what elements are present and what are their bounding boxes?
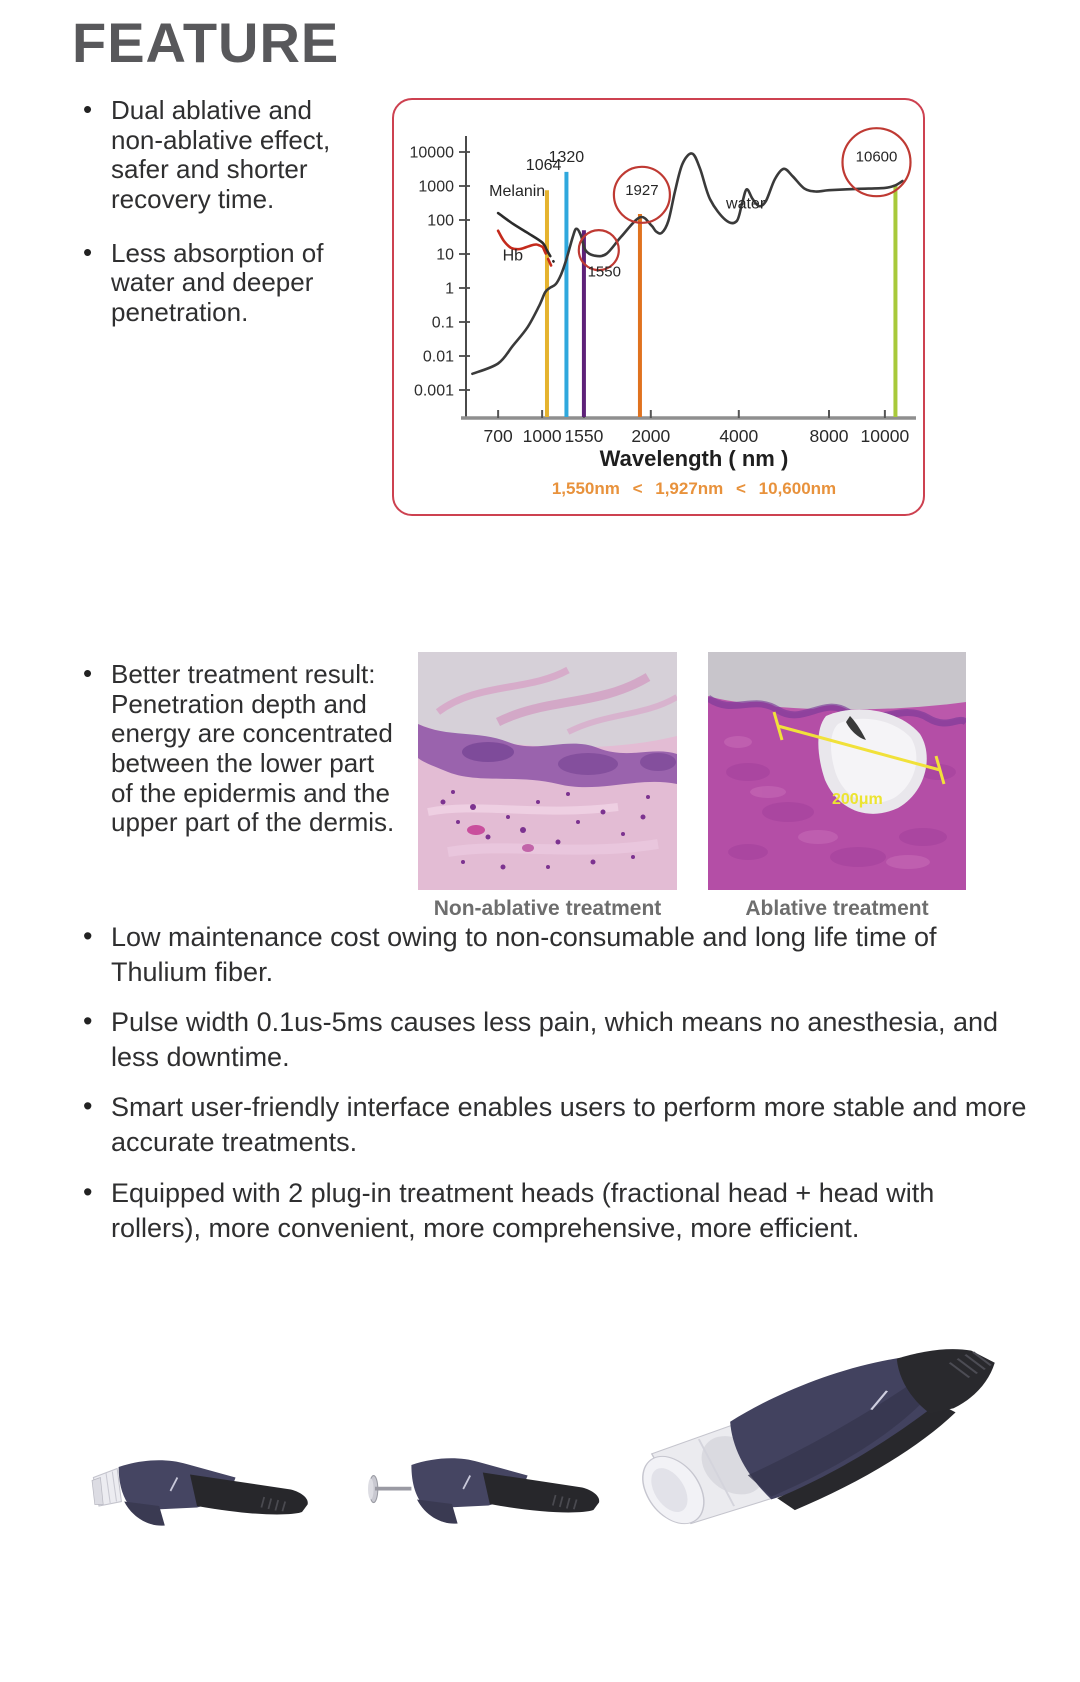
- chart-annotation: 1064: [525, 156, 562, 174]
- feature-bullet: [75, 660, 397, 838]
- handpiece-roller: [368, 1458, 599, 1523]
- feature-bullet-text: Pulse width 0.1us-5ms causes less pain, which means no anesthesia, and less downtime.: [111, 1007, 998, 1073]
- ablative-caption: Ablative treatment: [745, 897, 929, 920]
- handpiece-large: [631, 1349, 994, 1529]
- x-tick-label: 8000: [809, 426, 849, 446]
- feature-bullet-text: Better treatment result: Penetration depth and energy are concentrated between the lower part of the epidermis and the upper part of the dermis.: [111, 659, 395, 838]
- feature-bullet-text: Smart user-friendly interface enables users to perform more stable and more accurate treatments.: [111, 1092, 1027, 1158]
- histology-image-non-ablative: [418, 652, 677, 921]
- non-ablative-caption: Non-ablative treatment: [433, 897, 662, 920]
- treatment-handpieces-image: [0, 1290, 1080, 1682]
- feature-bullet: [75, 1005, 1027, 1075]
- x-tick-label: 4000: [719, 426, 759, 446]
- handpiece-small: [92, 1460, 308, 1525]
- non-ablative-histology-picture: [418, 652, 677, 890]
- chart-annotation: water: [726, 195, 766, 213]
- feature-bullet: [75, 920, 1027, 990]
- histology-image-ablative: [708, 652, 966, 921]
- feature-bullet: [75, 96, 363, 215]
- chart-annotation: Melanin: [489, 183, 546, 201]
- feature-list-top: [75, 96, 363, 351]
- x-tick-label: 2000: [631, 426, 671, 446]
- x-tick-label: 10000: [860, 426, 910, 446]
- y-tick-label: 1000: [418, 178, 454, 196]
- feature-bullet-text: Low maintenance cost owing to non-consumable and long life time of Thulium fiber.: [111, 922, 937, 988]
- chart-annotation: Hb: [502, 247, 524, 265]
- y-tick-label: 1: [445, 280, 454, 298]
- page-title: FEATURE: [72, 11, 340, 74]
- chart-annotation: 1927: [625, 181, 659, 199]
- scale-bar-label: 200μm: [832, 791, 883, 808]
- absorption-spectrum-chart: [394, 100, 923, 514]
- x-tick-label: 700: [483, 426, 513, 446]
- y-tick-label: 10000: [409, 144, 454, 162]
- feature-bullet-text: Equipped with 2 plug-in treatment heads (fractional head + head with rollers), more convenient, more comprehensive, more efficient.: [111, 1177, 935, 1243]
- feature-bullet-text: Less absorption of water and deeper penetration.: [111, 237, 324, 327]
- feature-bullet: [75, 1090, 1027, 1160]
- x-tick-label: 1550: [564, 426, 604, 446]
- y-tick-label: 0.1: [431, 314, 454, 332]
- chart-annotation: 10600: [855, 148, 898, 166]
- feature-list-bottom: [75, 920, 1027, 1261]
- absorption-chart-card: [392, 98, 925, 516]
- feature-bullet-text: Dual ablative and non-ablative effect, safer and shorter recovery time.: [111, 95, 331, 214]
- chart-caption: 1,550nm < 1,927nm < 10,600nm: [551, 479, 837, 498]
- y-tick-label: 0.01: [422, 348, 454, 366]
- chart-annotation: 1320: [548, 149, 585, 167]
- y-tick-label: 0.001: [413, 382, 454, 400]
- feature-list-mid: [75, 660, 397, 838]
- chart-x-axis-label: Wavelength ( nm ): [599, 446, 789, 471]
- y-tick-label: 100: [427, 212, 454, 230]
- ablative-histology-picture: [708, 652, 966, 890]
- y-tick-label: 10: [436, 246, 454, 264]
- x-tick-label: 1000: [522, 426, 562, 446]
- feature-bullet: [75, 239, 363, 328]
- feature-bullet: [75, 1176, 1027, 1246]
- chart-annotation: 1550: [587, 263, 621, 281]
